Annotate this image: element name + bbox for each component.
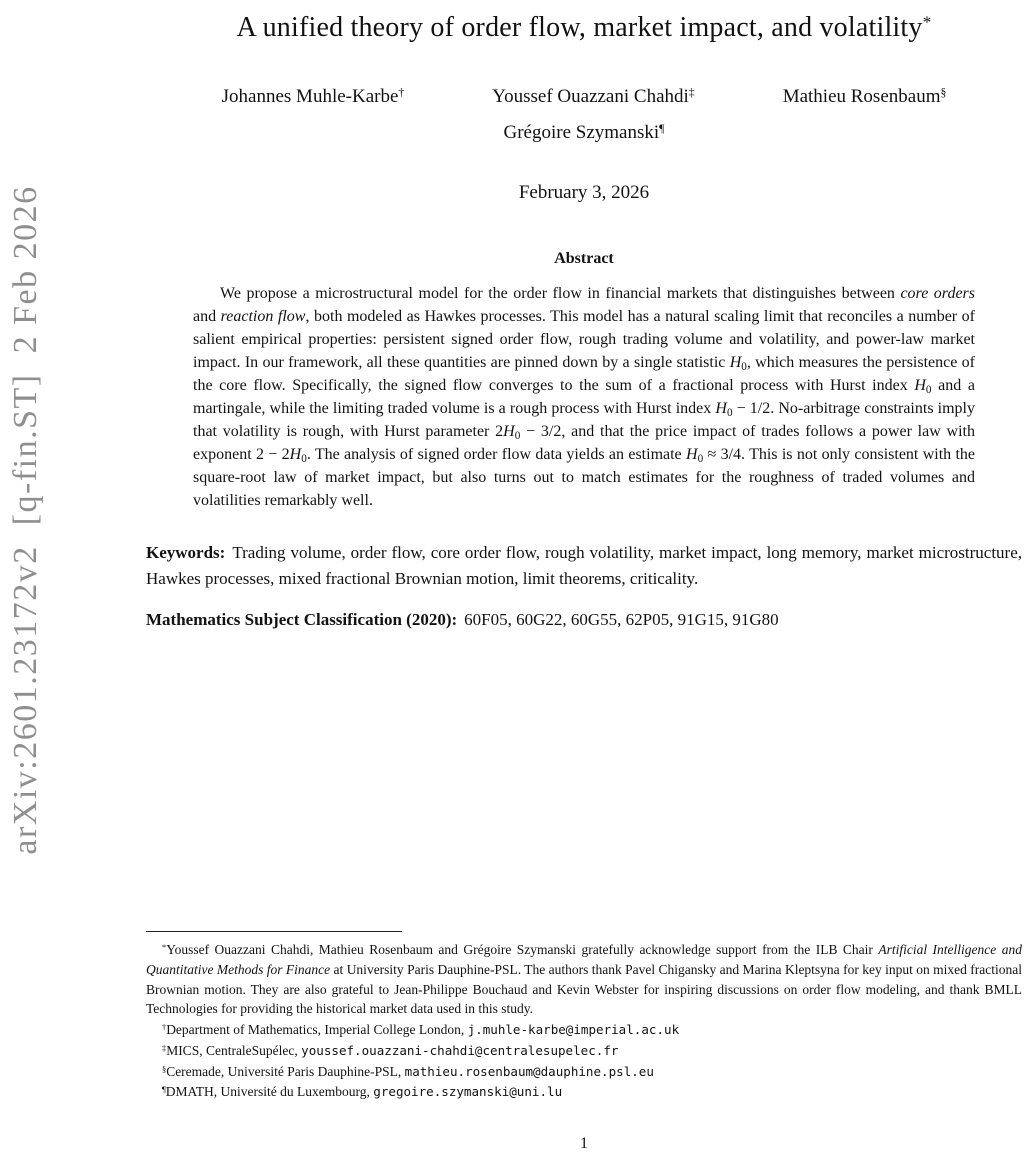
author-name: Youssef Ouazzani Chahdi: [492, 86, 689, 107]
text-segment: Ceremade, Université Paris Dauphine-PSL,: [166, 1063, 405, 1079]
text-segment: 0: [697, 453, 704, 466]
keywords-paragraph: [146, 540, 1022, 591]
footnote-mark: ¶: [162, 1085, 166, 1095]
author-muhle-karbe: [222, 86, 405, 108]
author-rosenbaum: [783, 86, 947, 108]
text-segment: Youssef Ouazzani Chahdi, Mathieu Rosenbaum and Grégoire Szymanski gratefully acknowledge support from the ILB Chair: [166, 942, 879, 958]
footnote-mark: ‡: [162, 1043, 167, 1053]
text-segment: 0: [925, 383, 932, 396]
footnote-text: [166, 1022, 679, 1037]
text-segment: , which measures the persistence of the core flow. Specifically, the signed flow converges to the sum of a fractional process with Hurst index: [193, 354, 975, 395]
text-segment: H: [729, 354, 742, 372]
footnote-mark: *: [162, 943, 167, 953]
text-segment: Artificial Intelligence and Quantitative Methods for Finance: [146, 942, 1022, 978]
text-segment: core orders: [900, 285, 975, 302]
text-segment: Department of Mathematics, Imperial College London,: [166, 1022, 468, 1038]
authors-row-1: [146, 86, 1022, 108]
footnote-text: [166, 1084, 562, 1099]
footnote-rule: [146, 931, 402, 932]
text-segment: at University Paris Dauphine-PSL. The authors thank Pavel Chigansky and Marina Kleptsyna for key input on mixed fractional Brownian motion. They are also grateful to Jean-Philippe Bouchaud and Kevin Webster for inspiring discussions on order flow modeling, and thank BMLL Technologies for providing the historical market data used in this study.: [146, 962, 1022, 1017]
author-ouazzani-chahdi: [492, 86, 694, 108]
text-segment: reaction flow: [220, 308, 306, 326]
footnote-mark: †: [162, 1023, 167, 1033]
arxiv-watermark: [0, 0, 58, 1161]
text-segment: H: [686, 446, 698, 464]
text-segment: . The analysis of signed order flow data yields an estimate: [306, 446, 686, 464]
page-number: 1: [580, 1135, 588, 1152]
email-text: mathieu.rosenbaum@dauphine.psl.eu: [404, 1063, 654, 1079]
footnote-pilcrow: [146, 1082, 1022, 1102]
footnote-double-dagger: [146, 1041, 1022, 1061]
paper-title: [146, 12, 1022, 44]
author-footnote-mark: §: [940, 86, 947, 100]
keywords-text: Trading volume, order flow, core order flow, rough volatility, market impact, long memory, market microstructure, Hawkes processes, mixed fractional Brownian motion, limit theorems, criticality.: [146, 543, 1022, 588]
title-footnote-mark: *: [922, 12, 932, 32]
email-text: youssef.ouazzani-chahdi@centralesupelec.fr: [301, 1042, 619, 1058]
text-segment: 0: [741, 360, 747, 373]
msc-label: Mathematics Subject Classification (2020):: [146, 610, 458, 630]
email-text: gregoire.szymanski@uni.lu: [373, 1084, 563, 1100]
paper-content: [146, 0, 1022, 1161]
text-segment: − 1/2. No-arbitrage constraints imply that volatility is rough, with Hurst parameter 2: [193, 400, 976, 441]
text-segment: H: [715, 400, 727, 418]
footnote-dagger: [146, 1020, 1022, 1040]
text-segment: H: [503, 423, 515, 441]
text-segment: DMATH, Université du Luxembourg,: [165, 1084, 374, 1100]
author-name: Mathieu Rosenbaum: [782, 86, 941, 107]
footnote-text: [166, 1064, 654, 1079]
abstract-heading: Abstract: [554, 250, 614, 267]
paper-title-text: A unified theory of order flow, market impact, and volatility: [236, 12, 923, 43]
arxiv-id-text: arXiv:2601.23172v2 [q-fin.ST] 2 Feb 2026: [7, 185, 44, 855]
footnote-text: [166, 1043, 618, 1058]
authors-row-2: [146, 122, 1022, 144]
keywords-label: Keywords:: [146, 543, 226, 563]
author-footnote-mark: ‡: [688, 86, 695, 100]
footnote-star: [146, 940, 1022, 1019]
author-name: Grégoire Szymanski: [503, 122, 660, 143]
email-text: j.muhle-karbe@imperial.ac.uk: [467, 1022, 680, 1038]
author-szymanski: [504, 122, 665, 144]
abstract-section: [146, 250, 1022, 512]
footnote-text: [146, 942, 1022, 1016]
msc-text: 60F05, 60G22, 60G55, 62P05, 91G15, 91G80: [464, 610, 779, 630]
footnote-section: [146, 1062, 1022, 1082]
footnote-mark: §: [162, 1064, 167, 1074]
author-name: Johannes Muhle-Karbe: [221, 86, 399, 107]
text-segment: , both modeled as Hawkes processes. This model has a natural scaling limit that reconciles a number of salient empirical properties: persistent signed order flow, rough trading volume and volatility, and power-law market impact. In our framework, all these quantities are pinned down by a single statistic: [193, 308, 975, 372]
text-segment: − 3/2, and that the price impact of trades follows a power law with exponent 2 − 2: [193, 423, 976, 464]
text-segment: 0: [301, 453, 307, 466]
abstract-text: [193, 282, 975, 512]
text-segment: 0: [726, 406, 733, 419]
footnote-area: [146, 931, 1022, 1103]
text-segment: H: [289, 446, 302, 464]
text-segment: We propose a microstructural model for the order flow in financial markets that distinguishes between: [220, 285, 901, 302]
author-footnote-mark: ¶: [659, 122, 665, 136]
author-footnote-mark: †: [398, 86, 405, 100]
text-segment: MICS, CentraleSupélec,: [166, 1042, 302, 1058]
paper-date: February 3, 2026: [518, 182, 650, 203]
text-segment: and a martingale, while the limiting traded volume is a rough process with Hurst index: [193, 377, 975, 418]
text-segment: H: [914, 377, 926, 395]
msc-paragraph: [146, 607, 1022, 633]
text-segment: 0: [514, 429, 521, 442]
text-segment: ≈ 3/4. This is not only consistent with the square-root law of market impact, but also turns out to match estimates for the roughness of traded volumes and volatilities remarkably well.: [193, 446, 976, 510]
text-segment: and: [193, 308, 221, 326]
